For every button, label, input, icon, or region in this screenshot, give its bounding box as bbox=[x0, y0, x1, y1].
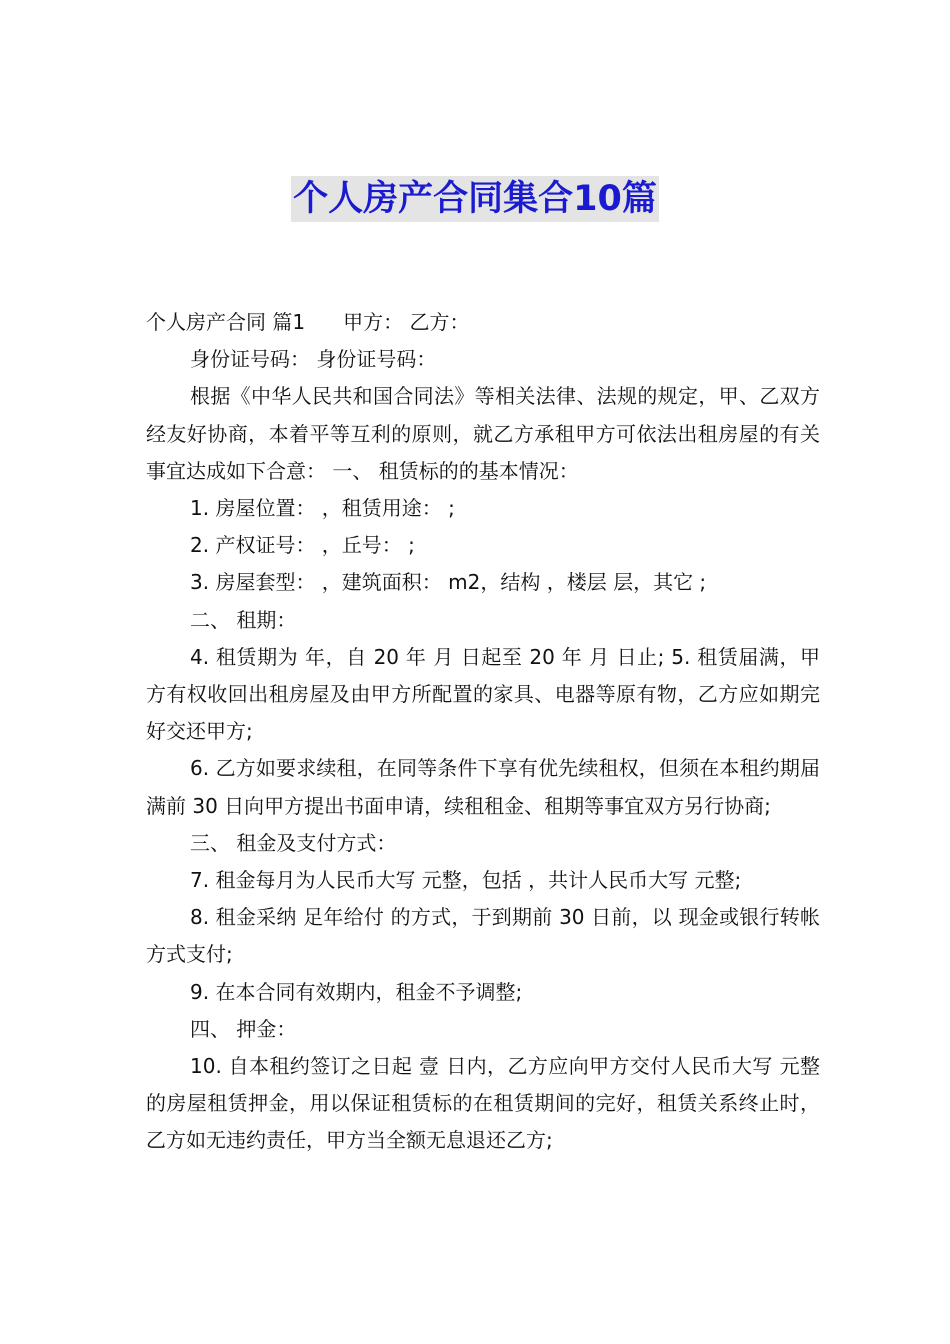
clause-8: 8. 租金采纳 足年给付 的方式，于到期前 30 日前，以 现金或银行转帐 方式支付; bbox=[146, 905, 820, 967]
clause-3: 3. 房屋套型： ，建筑面积： m2，结构 ，楼层 层，其它 ; bbox=[190, 570, 707, 595]
title-container bbox=[0, 176, 950, 222]
clause-6: 6. 乙方如要求续租，在同等条件下享有优先续租权，但须在本租约期届满前 30 日向甲方提出书面申请，续租租金、租期等事宜双方另行协商; bbox=[146, 756, 820, 818]
clause-1: 1. 房屋位置： ，租赁用途： ; bbox=[190, 496, 455, 521]
document-body bbox=[146, 304, 820, 1160]
clause-9: 9. 在本合同有效期内，租金不予调整; bbox=[190, 979, 523, 1004]
parties-line: 甲方： 乙方： bbox=[343, 310, 470, 334]
section-heading-rent: 三、 租金及支付方式： bbox=[190, 830, 397, 855]
document-title: 个人房产合同集合10篇 bbox=[291, 176, 659, 222]
clause-7: 7. 租金每月为人民币大写 元整，包括 ，共计人民币大写 元整; bbox=[190, 868, 742, 893]
clause-4-5: 4. 租赁期为 年，自 20 年 月 日起至 20 年 月 日止; 5. 租赁届满，甲方有权收回出租房屋及由甲方所配置的家具、电器等原有物，乙方应如期完好交还甲方; bbox=[146, 644, 820, 744]
clause-2: 2. 产权证号： ，丘号： ; bbox=[190, 533, 415, 558]
section-heading-term: 二、 租期： bbox=[190, 607, 297, 632]
contract-heading: 个人房产合同 篇1 bbox=[146, 310, 306, 334]
id-number-line: 身份证号码： 身份证号码： bbox=[190, 347, 437, 372]
preamble-paragraph: 根据《中华人民共和国合同法》等相关法律、法规的规定，甲、乙双方经友好协商，本着平等互利的原则，就乙方承租甲方可依法出租房屋的有关事宜达成如下合意： 一、 租赁标的的基本情况： bbox=[146, 384, 820, 483]
clause-10: 10. 自本租约签订之日起 壹 日内，乙方应向甲方交付人民币大写 元整的房屋租赁押金，用以保证租赁标的在租赁期间的完好，租赁关系终止时，乙方如无违约责任，甲方当全额无息退还乙方; bbox=[146, 1054, 820, 1153]
section-heading-deposit: 四、 押金： bbox=[190, 1016, 297, 1041]
first-line bbox=[146, 304, 820, 341]
